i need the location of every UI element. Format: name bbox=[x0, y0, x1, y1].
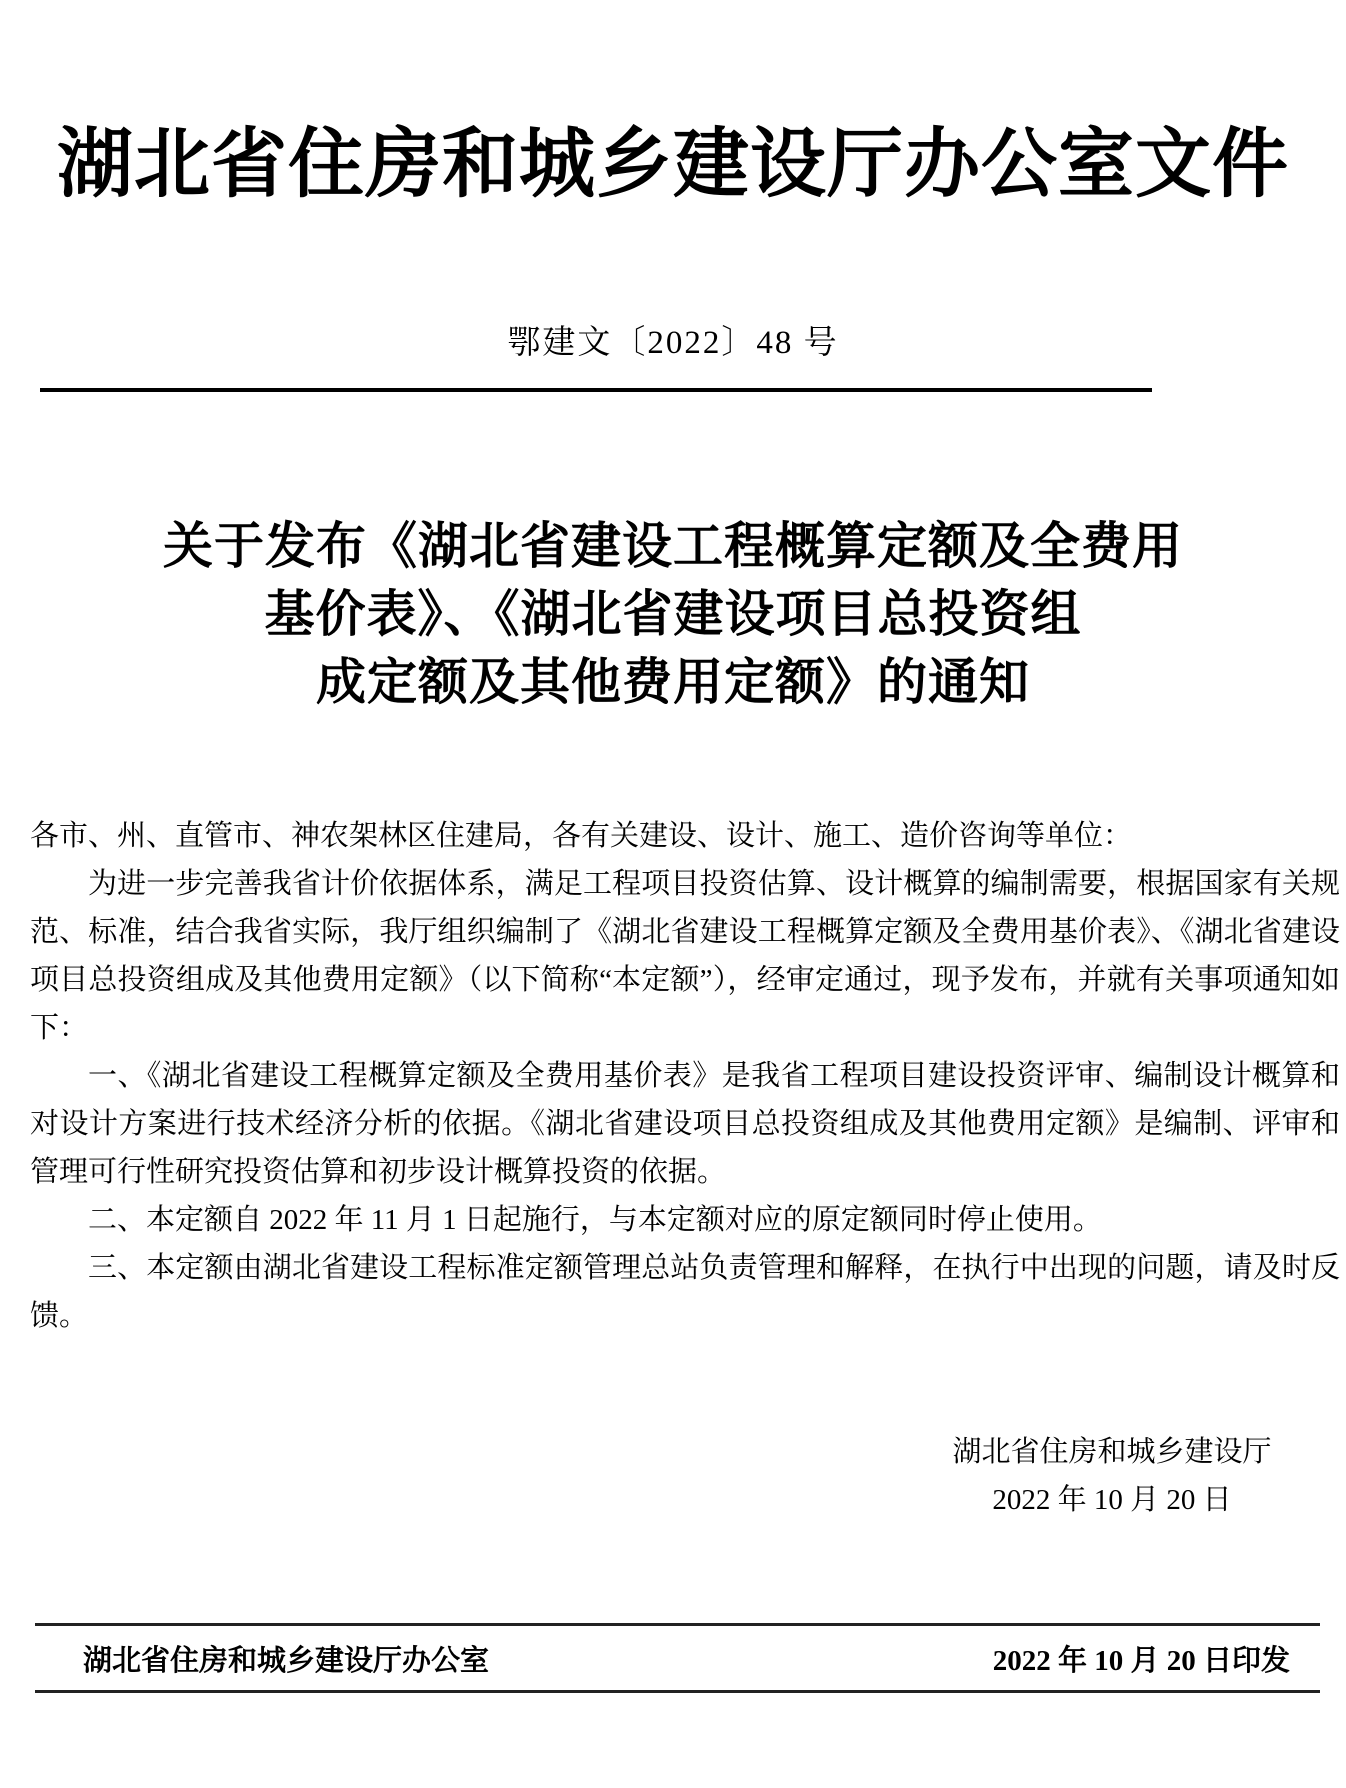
notice-title-line-3: 成定额及其他费用定额》的通知 bbox=[316, 654, 1030, 710]
document-body bbox=[30, 812, 1340, 1340]
doc-number: 鄂建文〔2022〕48 号 bbox=[507, 325, 839, 361]
footer-office: 湖北省住房和城乡建设厅办公室 bbox=[83, 1644, 490, 1677]
notice-title-line-2: 基价表》、《湖北省建设项目总投资组 bbox=[264, 586, 1082, 642]
notice-title bbox=[0, 512, 1346, 716]
header-title: 湖北省住房和城乡建设厅办公室文件 bbox=[57, 123, 1289, 207]
signature-issuer: 湖北省住房和城乡建设厅 bbox=[952, 1436, 1272, 1468]
footer-bottom-line bbox=[35, 1690, 1320, 1693]
footer-print-date: 2022 年 10 月 20 日印发 bbox=[992, 1644, 1290, 1677]
paragraph-item-1: 一、《湖北省建设工程概算定额及全费用基价表》是我省工程项目建设投资评审、编制设计概算和对设计方案进行技术经济分析的依据。《湖北省建设项目总投资组成及其他费用定额》是编制、评审和管理可行性研究投资估算和初步设计概算投资的依据。 bbox=[30, 1060, 1340, 1188]
paragraph-item-2: 二、本定额自 2022 年 11 月 1 日起施行，与本定额对应的原定额同时停止使用。 bbox=[88, 1204, 1102, 1236]
paragraph-intro: 为进一步完善我省计价依据体系，满足工程项目投资估算、设计概算的编制需要，根据国家有关规范、标准，结合我省实际，我厅组织编制了《湖北省建设工程概算定额及全费用基价表》、《湖北省建设项目总投资组成及其他费用定额》（以下简称“本定额”），经审定通过，现予发布，并就有关事项通知如下： bbox=[30, 868, 1340, 1044]
signature-date: 2022 年 10 月 20 日 bbox=[992, 1484, 1232, 1516]
header-separator-line bbox=[40, 388, 1152, 392]
notice-title-line-1: 关于发布《湖北省建设工程概算定额及全费用 bbox=[163, 518, 1183, 574]
footer bbox=[35, 1623, 1320, 1693]
footer-row bbox=[35, 1626, 1320, 1690]
signature-block bbox=[945, 1428, 1279, 1524]
addressee-line: 各市、州、直管市、神农架林区住建局，各有关建设、设计、施工、造价咨询等单位： bbox=[30, 820, 1133, 852]
paragraph-item-3: 三、本定额由湖北省建设工程标准定额管理总站负责管理和解释，在执行中出现的问题，请及时反馈。 bbox=[30, 1252, 1340, 1332]
